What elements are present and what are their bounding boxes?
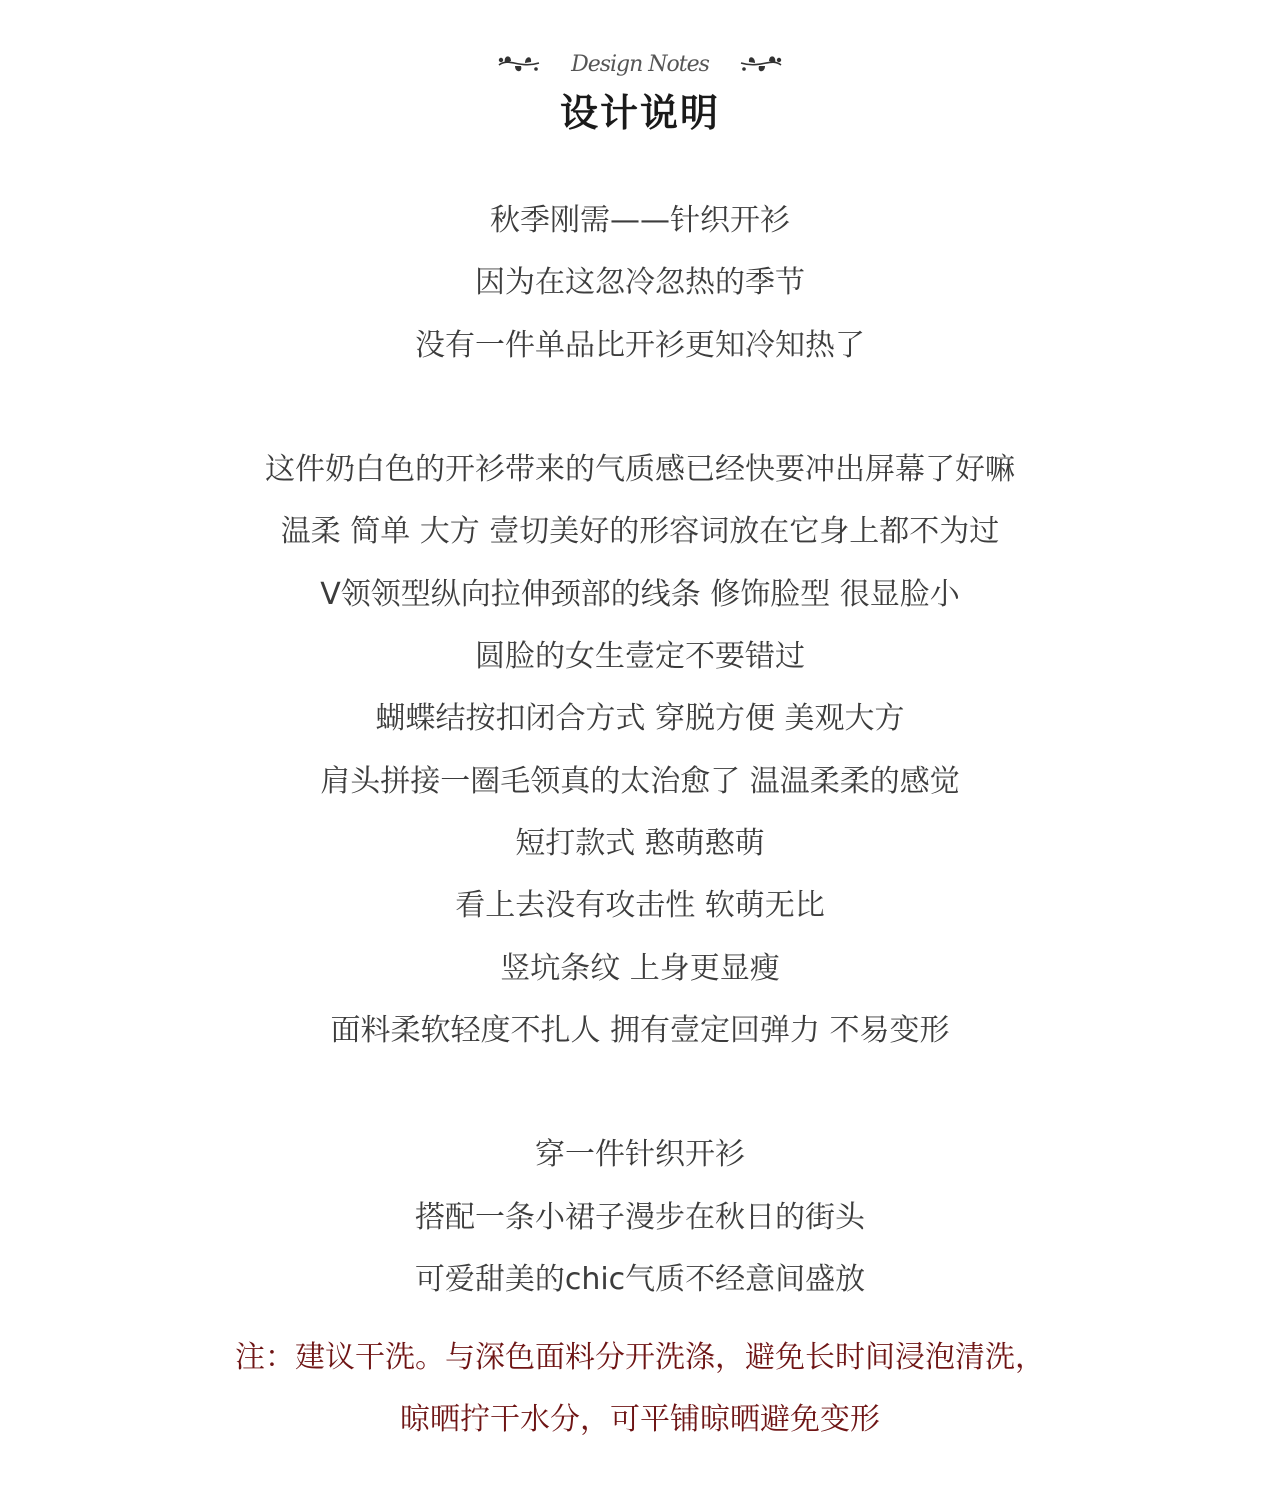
text-line: 蝴蝶结按扣闭合方式 穿脱方便 美观大方: [375, 701, 905, 737]
ornament-row: [0, 44, 1280, 84]
leaf-sprig-right-icon: [739, 51, 783, 77]
description-body: [0, 190, 1280, 1311]
text-line: 温柔 简单 大方 壹切美好的形容词放在它身上都不为过: [280, 514, 1000, 550]
care-note-line: 晾晒拧干水分，可平铺晾晒避免变形: [400, 1402, 880, 1437]
text-line: 面料柔软轻度不扎人 拥有壹定回弹力 不易变形: [330, 1012, 950, 1048]
text-line: 秋季刚需——针织开衫: [490, 203, 790, 238]
text-line: 因为在这忽冷忽热的季节: [475, 265, 805, 301]
design-notes-logo: Design Notes: [571, 51, 709, 77]
text-line: 穿一件针织开衫: [535, 1137, 745, 1173]
text-line: 圆脸的女生壹定不要错过: [475, 639, 805, 675]
text-line: V领领型纵向拉伸颈部的线条 修饰脸型 很显脸小: [320, 576, 960, 612]
text-line: 肩头拼接一圈毛领真的太治愈了 温温柔柔的感觉: [320, 763, 960, 799]
text-line: 可爱甜美的chic气质不经意间盛放: [414, 1262, 866, 1298]
text-line: 看上去没有攻击性 软萌无比: [455, 888, 825, 924]
text-line: 搭配一条小裙子漫步在秋日的街头: [415, 1199, 865, 1235]
header: [0, 44, 1280, 138]
text-line: 这件奶白色的开衫带来的气质感已经快要冲出屏幕了好嘛: [265, 452, 1015, 488]
text-line: 没有一件单品比开衫更知冷知热了: [415, 327, 865, 363]
paragraph-gap: [0, 1062, 1280, 1124]
text-line: 短打款式 憨萌憨萌: [515, 825, 765, 861]
paragraph-gap: [0, 377, 1280, 439]
leaf-sprig-left-icon: [497, 51, 541, 77]
care-note: [0, 1327, 1280, 1451]
care-note-line: 注：建议干洗。与深色面料分开洗涤，避免长时间浸泡清洗，: [235, 1340, 1045, 1375]
page-title: 设计说明: [559, 91, 720, 135]
text-line: 竖坑条纹 上身更显瘦: [500, 950, 780, 986]
